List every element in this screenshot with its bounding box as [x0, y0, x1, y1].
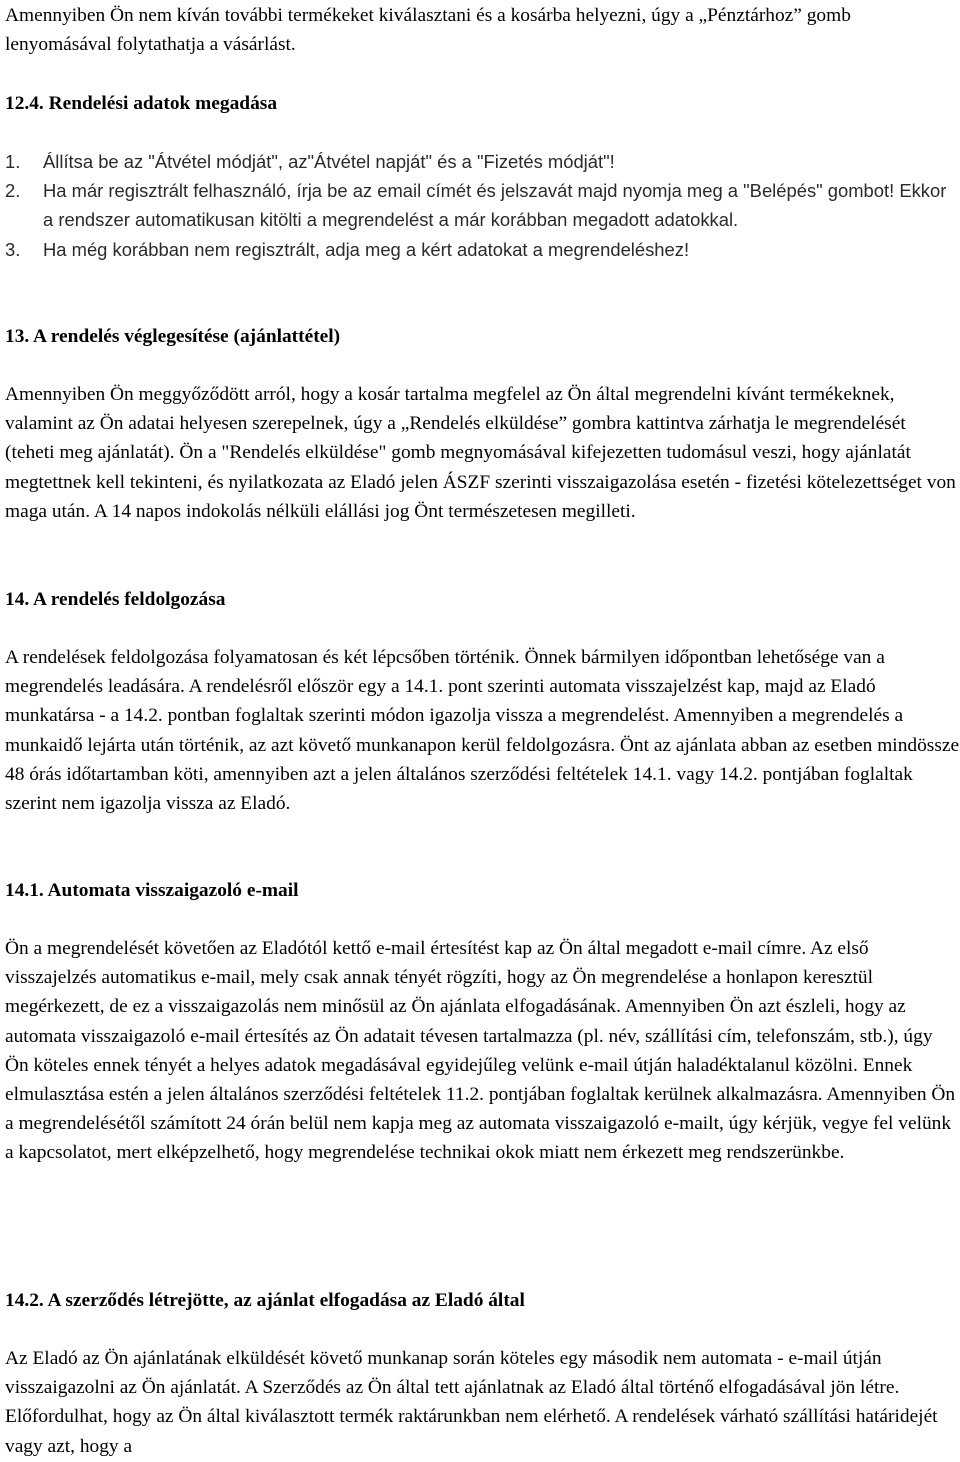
- list-item: [5, 176, 960, 234]
- intro-paragraph: Amennyiben Ön nem kíván további termékeket kiválasztani és a kosárba helyezni, úgy a „Pénztárhoz” gomb lenyomásával folytathatja a vásárlást.: [5, 5, 851, 56]
- step-number: 1.: [5, 151, 21, 172]
- section-14-1-paragraph: Ön a megrendelését követően az Eladótól kettő e-mail értesítést kap az Ön által megadott e-mail címre. Az első visszajelzés automatikus e-mail, mely csak annak tényét rögzíti, hogy az Ön megrendelése a honlapon keresztül megérkezett, de ez a visszaigazolás nem minősül az Ön ajánlata elfogadásának. Amennyiben Ön azt észleli, hogy az automata visszaigazoló e-mail értesítés az Ön adatait tévesen tartalmazza (pl. név, szállítási cím, telefonszám, stb.), úgy Ön köteles ennek tényét a helyes adatok megadásával egyidejűleg velünk e-mail útján haladéktalanul közölni. Ennek elmulasztása estén a jelen általános szerződési feltételek 11.2. pontjában foglaltak kerülnek alkalmazásra. Amennyiben Ön a megrendelésétől számított 24 órán belül nem kapja meg az automata visszaigazoló e-mailt, úgy kérjük, vegye fel velünk a kapcsolatot, mert elképzelhető, hogy megrendelése technikai okok miatt nem érkezett meg rendszerünkbe.: [5, 938, 956, 1164]
- list-item: [5, 147, 960, 176]
- section-12-4-heading: 12.4. Rendelési adatok megadása: [5, 93, 278, 114]
- section-14-2-paragraph: Az Eladó az Ön ajánlatának elküldését követő munkanap során köteles egy második nem automata - e-mail útján visszaigazolni az Ön ajánlatát. A Szerződés az Ön által tett ajánlatnak az Eladó által történő elfogadásával jön létre. Előfordulhat, hogy az Ön által kiválasztott termék raktárunkban nem elérhető. A rendelések várható szállítási határidejét vagy azt, hogy a: [5, 1348, 938, 1457]
- step-text: Állítsa be az "Átvétel módját", az"Átvétel napját" és a "Fizetés módját"!: [43, 151, 615, 172]
- step-number: 3.: [5, 238, 21, 260]
- section-13-paragraph: Amennyiben Ön meggyőződött arról, hogy a kosár tartalma megfelel az Ön által megrendelni kívánt termékeknek, valamint az Ön adatai helyesen szerepelnek, úgy a „Rendelés elküldése” gombra kattintva zárhatja le megrendelését (teheti meg ajánlatát). Ön a "Rendelés elküldése" gomb megnyomásával kifejezetten tudomásul veszi, hogy ajánlatát megtettnek kell tekinteni, és nyilatkozata az Eladó jelen ÁSZF szerinti visszaigazolása esetén - fizetési kötelezettséget von maga után. A 14 napos indokolás nélküli elállási jog Önt természetesen megilleti.: [5, 384, 956, 522]
- section-13-heading: 13. A rendelés véglegesítése (ajánlattétel): [5, 326, 341, 347]
- section-14-2-heading: 14.2. A szerződés létrejötte, az ajánlat elfogadása az Eladó által: [5, 1290, 525, 1311]
- list-item: [5, 235, 960, 264]
- step-number: 2.: [5, 180, 21, 202]
- section-14-paragraph: A rendelések feldolgozása folyamatosan és két lépcsőben történik. Önnek bármilyen időpontban lehetősége van a megrendelés leadására. A rendelésről először egy a 14.1. pont szerinti automata visszajelzést kap, majd az Eladó munkatársa - a 14.2. pontban foglaltak szerinti módon igazolja vissza a megrendelést. Amennyiben a megrendelés a munkaidő lejárta után történik, az azt követő munkanapon kerül feldolgozásra. Önt az ajánlata abban az esetben mindössze 48 órás időtartamban köti, amennyiben azt a jelen általános szerződési feltételek 14.1. vagy 14.2. pontjában foglaltak szerint nem igazolja vissza az Eladó.: [5, 647, 960, 815]
- section-14-heading: 14. A rendelés feldolgozása: [5, 589, 226, 610]
- step-text: Ha már regisztrált felhasználó, írja be az email címét és jelszavát majd nyomja meg a "Belépés" gombot! Ekkor a rendszer automatikusan kitölti a megrendelést a már korábban megadott adatokkal.: [43, 180, 947, 231]
- section-14-1-heading: 14.1. Automata visszaigazoló e-mail: [5, 880, 299, 901]
- step-text: Ha még korábban nem regisztrált, adja meg a kért adatokat a megrendeléshez!: [43, 238, 690, 260]
- steps-list: [5, 147, 960, 264]
